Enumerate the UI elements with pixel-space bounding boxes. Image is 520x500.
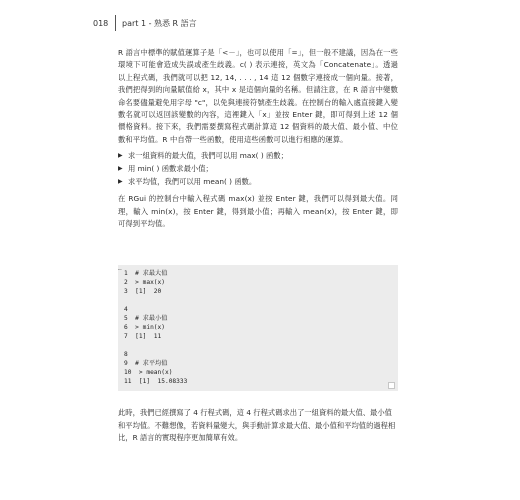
code-line: 9 # 求平均值 [124,360,168,367]
header-divider [115,15,116,31]
bullet-item: ▶ 求平均值，我們可以用 mean( ) 函數。 [118,175,398,188]
bullet-item: ▶ 用 min( ) 函數求最小值； [118,162,398,175]
code-line: 4 [124,306,128,313]
bullet-list [118,149,398,188]
closing-text [118,400,398,452]
main-text [118,47,398,230]
page-number: 018 [93,18,109,28]
paragraph: R 語言中標準的賦值運算子是「<－」，也可以使用「=」，但一般不建議，因為在一些環境下可能會造成失誤或產生歧義。c( ) 表示連接，英文為「Concatenate」。透過以上程式碼，我們就可以把 12, 14, . . . , 14 這 12 個數字連接成一個向量。接著，我們把得到的向量賦值給 x，其中 x 是這個向量的名稱。但請注意，在 R 語言中變數命名要儘量避免用字母 "c"，以免與連接符號產生歧義。在控制台的輸入處直接鍵入變數名就可以返回該變數的內容，這裡鍵入「x」並按 Enter 鍵，即可得到上述 12 個價格資料。接下來，我們需要撰寫程式碼計算這 12 個資料的最大值、最小值、中位數和平均值。R 中自帶一些函數，使用這些函數可以進行相應的運算。 [118,48,398,144]
code-line: 8 [124,351,128,358]
code-block [118,265,398,391]
code-line: 7 [1] 11 [124,333,162,340]
bullet-item: ▶ 求一組資料的最大值，我們可以用 max( ) 函數； [118,149,398,162]
code-line: 5 # 求最小值 [124,315,168,322]
code-line: 10 > mean(x) [124,369,173,376]
code-top-marker: … [118,265,122,272]
code-line: 6 > min(x) [124,324,165,331]
running-header [93,15,197,31]
code-line: 3 [1] 20 [124,288,162,295]
code-resize-corner [388,382,395,389]
paragraph: 此時，我們已經撰寫了 4 行程式碼，這 4 行程式碼求出了一組資料的最大值、最小值和平均值。不難想像，若資料量變大，與手動計算求最大值、最小值和平均值的過程相比，R 語言的實現程序更加簡單有效。 [118,408,396,443]
code-line: 2 > max(x) [124,279,165,286]
code-line: 1 # 求最大值 [124,270,168,277]
section-title: part 1 - 熟悉 R 語言 [122,18,197,28]
paragraph: 在 RGui 的控制台中輸入程式碼 max(x) 並按 Enter 鍵，我們可以得到最大值。同理，輸入 min(x)，按 Enter 鍵，得到最小值；再輸入 mean(x)，按 Enter 鍵，即可得到平均值。 [118,194,398,229]
code-line: 11 [1] 15.08333 [124,378,188,385]
